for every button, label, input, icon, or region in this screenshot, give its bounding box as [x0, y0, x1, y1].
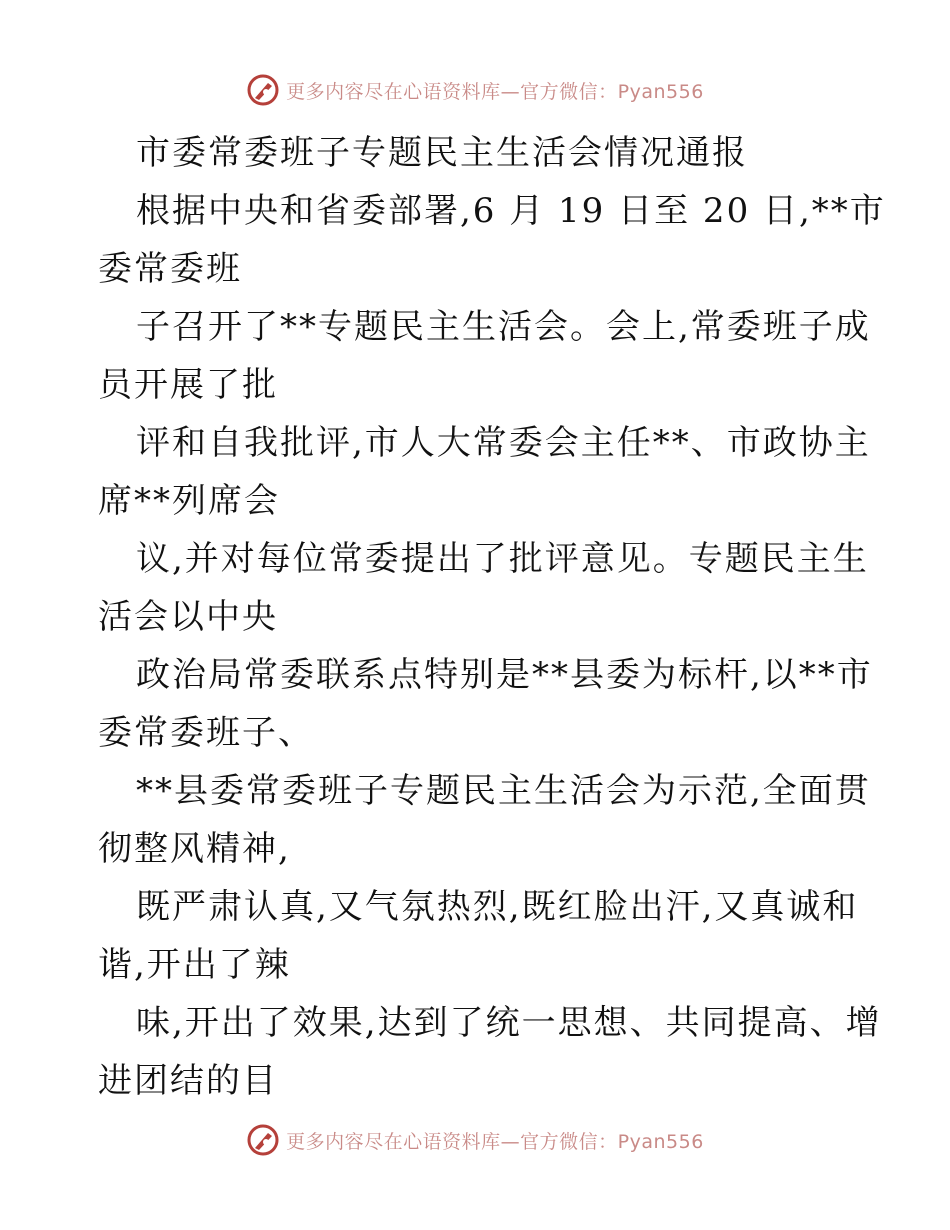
document-line: 评和自我批评,市人大常委会主任**、市政协主: [136, 423, 871, 463]
document-line: 进团结的目: [98, 1061, 278, 1101]
document-body: [98, 124, 886, 1110]
header-banner: [0, 70, 950, 110]
document-line: 委常委班: [98, 249, 242, 289]
header-banner-inner: [246, 73, 704, 107]
document-line: 活会以中央: [98, 597, 278, 637]
document-line: 席**列席会: [98, 481, 280, 521]
header-wechat-id: Pyan556: [617, 80, 704, 103]
document-line: 议,并对每位常委提出了批评意见。专题民主生: [136, 539, 869, 579]
footer-banner-label: 更多内容尽在心语资料库—官方微信：: [286, 1130, 618, 1153]
document-line: 委常委班子、: [98, 713, 314, 753]
document-line: 谐,开出了辣: [98, 945, 291, 985]
document-line: 味,开出了效果,达到了统一思想、共同提高、增: [136, 1003, 882, 1043]
pen-circle-logo-icon: [246, 1123, 280, 1157]
document-line: 子召开了**专题民主生活会。会上,常委班子成: [136, 307, 871, 347]
document-line: 政治局常委联系点特别是**县委为标杆,以**市: [136, 655, 873, 695]
footer-wechat-id: Pyan556: [617, 1130, 704, 1153]
document-line: **县委常委班子专题民主生活会为示范,全面贯: [136, 771, 871, 811]
footer-banner: [0, 1120, 950, 1160]
header-banner-label: 更多内容尽在心语资料库—官方微信：: [286, 80, 618, 103]
footer-banner-text: [286, 1127, 704, 1154]
document-line: 根据中央和省委部署,6 月 19 日至 20 日,**市: [136, 191, 886, 231]
footer-banner-inner: [246, 1123, 704, 1157]
pen-circle-logo-icon: [246, 73, 280, 107]
document-line: 既严肃认真,又气氛热烈,既红脸出汗,又真诚和: [136, 887, 859, 927]
document-line: 员开展了批: [98, 365, 278, 405]
document-title: 市委常委班子专题民主生活会情况通报: [136, 133, 748, 173]
document-line: 彻整风精神,: [98, 829, 291, 869]
header-banner-text: [286, 77, 704, 104]
